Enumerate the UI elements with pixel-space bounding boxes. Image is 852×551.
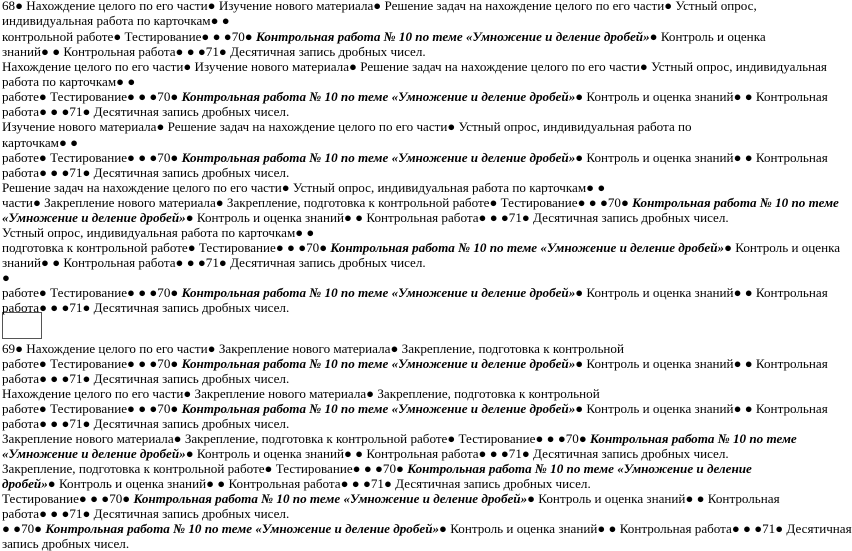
test-title-emphasis: Контрольная работа № 10 по теме «Умножение и деление дробей» [255, 29, 650, 44]
line-tail-text: ● Контроль и оценка знаний● ● Контрольная [575, 285, 828, 300]
text-line [2, 240, 840, 255]
line-text: работа● ● ●71● Десятичная запись дробных чисел. [2, 300, 290, 315]
line-tail-text: ● Контроль и оценка знаний● ● Контрольная [575, 401, 828, 416]
text-line [2, 386, 600, 401]
line-text: ● ●70● [2, 521, 46, 536]
text-line [2, 29, 766, 44]
line-text: контрольной работе● Тестирование● ● ●70● [2, 29, 256, 44]
text-line [2, 285, 828, 300]
test-title-emphasis: Контрольная работа № 10 по теме «Умножение и деление дробей» [181, 150, 576, 165]
line-tail-text: ● Контроль и оценка знаний● ● Контрольная работа● ● ●71● Десятичная [439, 521, 852, 536]
line-text: работа● ● ●71● Десятичная запись дробных чисел. [2, 165, 290, 180]
text-line [2, 521, 852, 536]
test-title-emphasis: Контрольная работа № 10 по теме «Умножение и деление дробей» [330, 240, 725, 255]
test-title-emphasis: Контрольная работа № 10 по теме «Умножение и деление дробей» [181, 285, 576, 300]
test-title-emphasis: Контрольная работа № 10 по теме [590, 431, 797, 446]
line-text: работа по карточкам● ● [2, 74, 136, 89]
line-text: Тестирование● ● ●70● [2, 491, 134, 506]
line-text: карточкам● ● [2, 135, 79, 150]
test-title-emphasis: Контрольная работа № 10 по теме «Умножение и деление дробей» [181, 356, 576, 371]
text-line [2, 506, 289, 521]
line-tail-text: ● Контроль и оценка знаний● ● Контрольная [527, 491, 780, 506]
line-text: Нахождение целого по его части● Изучение нового материала● Решение задач на нахождение целого по его части● Устный опрос, индивидуальная [2, 59, 827, 74]
empty-image-frame [2, 312, 42, 339]
test-title-emphasis: «Умножение и деление дробей» [2, 446, 186, 461]
line-text: ● [2, 270, 10, 285]
text-line [2, 44, 426, 59]
text-line [2, 536, 129, 551]
text-line [2, 446, 729, 461]
line-tail-text: ● Контроль и оценка знаний● ● Контрольная [575, 150, 828, 165]
line-tail-text: ● Контроль и оценка [649, 29, 766, 44]
test-title-emphasis: Контрольная работа № 10 по теме «Умножение и деление дробей» [181, 89, 576, 104]
test-title-emphasis: Контрольная работа № 10 по теме «Умножение и деление дробей» [181, 401, 576, 416]
text-line [2, 461, 752, 476]
text-line [2, 13, 230, 28]
text-line [2, 416, 289, 431]
test-title-emphasis: Контрольная работа № 10 по теме «Умножение и деление [407, 461, 752, 476]
text-line [2, 135, 78, 150]
line-text: Закрепление нового материала● Закрепление, подготовка к контрольной работе● Тестирование● ● ●70● [2, 431, 591, 446]
text-line [2, 300, 289, 315]
line-text: запись дробных чисел. [2, 536, 130, 551]
text-line [2, 165, 289, 180]
line-text: Решение задач на нахождение целого по его части● Устный опрос, индивидуальная работа по карточкам● ● [2, 180, 606, 195]
line-text: работа● ● ●71● Десятичная запись дробных чисел. [2, 416, 290, 431]
line-tail-text: ● Контроль и оценка знаний● ● Контрольная работа● ● ●71● Десятичная запись дробных чисел. [47, 476, 591, 491]
text-line [2, 0, 757, 13]
line-text: работе● Тестирование● ● ●70● [2, 150, 182, 165]
text-line [2, 491, 780, 506]
test-title-emphasis: Контрольная работа № 10 по теме «Умножение и деление дробей» [133, 491, 528, 506]
line-text: Закрепление, подготовка к контрольной работе● Тестирование● ● ●70● [2, 461, 408, 476]
line-text: знаний● ● Контрольная работа● ● ●71● Десятичная запись дробных чисел. [2, 255, 426, 270]
text-line [2, 431, 797, 446]
line-tail-text: ● Контроль и оценка знаний● ● Контрольная работа● ● ●71● Десятичная запись дробных чисел. [185, 446, 729, 461]
line-text: 68● Нахождение целого по его части● Изучение нового материала● Решение задач на нахождение целого по его части● Устный опрос, [2, 0, 757, 13]
line-text: Изучение нового материала● Решение задач на нахождение целого по его части● Устный опрос, индивидуальная работа по [2, 119, 692, 134]
line-text: знаний● ● Контрольная работа● ● ●71● Десятичная запись дробных чисел. [2, 44, 426, 59]
text-line [2, 270, 10, 285]
text-line [2, 255, 426, 270]
text-line [2, 371, 289, 386]
text-line [2, 150, 828, 165]
line-text: работа● ● ●71● Десятичная запись дробных чисел. [2, 104, 290, 119]
line-tail-text: ● Контроль и оценка знаний● ● Контрольная [575, 89, 828, 104]
text-line [2, 210, 729, 225]
line-text: части● Закрепление нового материала● Закрепление, подготовка к контрольной работе● Тестирование● ● ●70● [2, 195, 633, 210]
line-text: индивидуальная работа по карточкам● ● [2, 13, 230, 28]
line-text: работе● Тестирование● ● ●70● [2, 285, 182, 300]
test-title-emphasis: «Умножение и деление дробей» [2, 210, 186, 225]
text-line [2, 401, 828, 416]
line-text: работа● ● ●71● Десятичная запись дробных чисел. [2, 371, 290, 386]
text-line [2, 119, 692, 134]
line-text: работе● Тестирование● ● ●70● [2, 356, 182, 371]
text-line [2, 476, 591, 491]
test-title-emphasis: Контрольная работа № 10 по теме «Умножение и деление дробей» [45, 521, 440, 536]
line-text: Нахождение целого по его части● Закрепление нового материала● Закрепление, подготовка к контрольной [2, 386, 600, 401]
line-tail-text: ● Контроль и оценка знаний● ● Контрольная работа● ● ●71● Десятичная запись дробных чисел. [185, 210, 729, 225]
text-line [2, 104, 289, 119]
text-line [2, 356, 828, 371]
line-tail-text: ● Контроль и оценка [724, 240, 841, 255]
text-line [2, 195, 839, 210]
line-text: Устный опрос, индивидуальная работа по карточкам● ● [2, 225, 315, 240]
text-line [2, 89, 828, 104]
text-line [2, 225, 314, 240]
line-text: подготовка к контрольной работе● Тестирование● ● ●70● [2, 240, 331, 255]
text-line [2, 180, 605, 195]
text-line [2, 341, 624, 356]
text-line [2, 74, 135, 89]
test-title-emphasis: дробей» [2, 476, 48, 491]
line-tail-text: ● Контроль и оценка знаний● ● Контрольная [575, 356, 828, 371]
test-title-emphasis: Контрольная работа № 10 по теме [632, 195, 839, 210]
line-text: работе● Тестирование● ● ●70● [2, 401, 182, 416]
text-line [2, 59, 827, 74]
line-text: работе● Тестирование● ● ●70● [2, 89, 182, 104]
line-text: 69● Нахождение целого по его части● Закрепление нового материала● Закрепление, подготовка к контрольной [2, 341, 624, 356]
line-text: работа● ● ●71● Десятичная запись дробных чисел. [2, 506, 290, 521]
